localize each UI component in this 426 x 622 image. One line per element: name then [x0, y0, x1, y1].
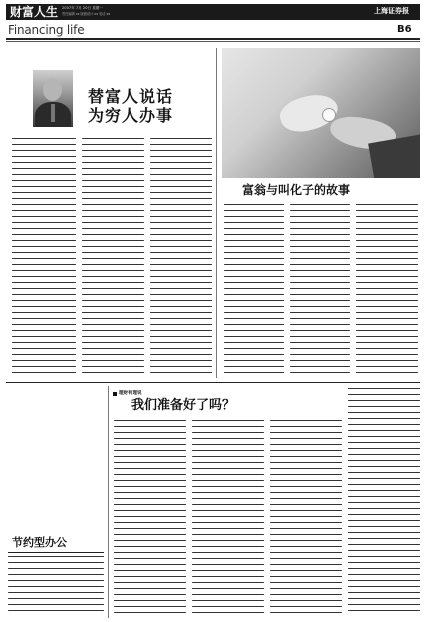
dateline: 2007年 7月 20日 星期一	[62, 6, 103, 10]
feature2-body-col2	[290, 204, 350, 378]
feature3-kicker: 理财有理说	[119, 391, 142, 396]
feature1-headline-line1: 替富人说话	[88, 87, 174, 106]
portrait-head	[43, 78, 62, 101]
paper-name: 上海证券报	[374, 6, 409, 15]
feature-portrait	[33, 70, 73, 127]
feature1-headline-line2: 为穷人办事	[88, 106, 174, 125]
section-title: 财富人生	[10, 5, 59, 19]
feature1-body-col1	[12, 138, 76, 378]
feature1-body-col3	[150, 138, 212, 378]
feature1-body-col2	[82, 138, 144, 378]
feature3-kicker-marker	[113, 392, 117, 396]
column-divider	[216, 48, 217, 378]
section-english: Financing life	[8, 23, 85, 37]
sidebar-headline: 节约型办公	[12, 536, 67, 549]
feature3-body-col3	[270, 420, 342, 616]
page-number: B6	[397, 24, 412, 35]
feature2-photo	[222, 48, 420, 178]
masthead	[0, 0, 426, 44]
feature3-body-col4	[348, 388, 420, 616]
feature2-body-col3	[356, 204, 418, 378]
feature3-body-col2	[192, 420, 264, 616]
photo-coin	[322, 108, 336, 122]
section-rule	[6, 382, 420, 383]
feature2-headline: 富翁与叫化子的故事	[242, 183, 351, 197]
masthead-rule-thin	[6, 41, 420, 42]
feature3-body-col1	[114, 420, 186, 616]
sidebar-body	[8, 556, 104, 616]
feature3-headline: 我们准备好了吗？	[131, 398, 236, 413]
masthead-rule	[6, 38, 420, 40]
sidebar-divider	[108, 386, 109, 618]
sidebar-headline-rule	[8, 552, 104, 553]
feature2-body-col1	[224, 204, 284, 378]
portrait-tie	[51, 104, 55, 122]
editor-line: 责任编辑 xx 版面设计 xx 电话 xx	[62, 12, 111, 16]
